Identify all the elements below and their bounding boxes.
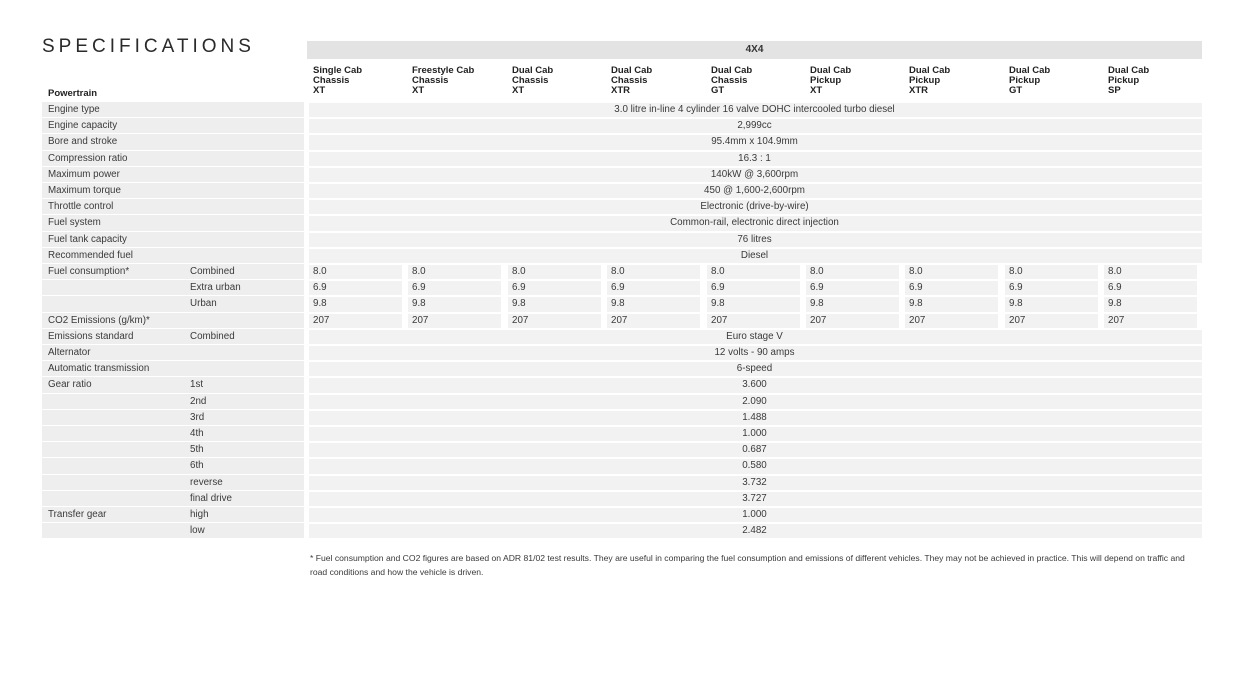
row-label: CO2 Emissions (g/km)* [48,314,150,326]
row-separator [42,522,304,523]
row-separator [42,150,304,151]
column-header-line: XTR [611,85,630,96]
row-value: Diesel [740,249,769,261]
row-label: Engine type [48,104,100,115]
page-title: SPECIFICATIONS [42,36,255,57]
column-header-line: Pickup [810,75,842,86]
row-label: Throttle control [48,201,114,213]
row-separator [42,360,304,361]
table-cell: 9.8 [1009,298,1023,310]
row-separator [42,133,304,134]
table-cell: 207 [1108,314,1125,326]
table-cell: 207 [711,314,728,326]
row-value: 1.488 [742,411,767,423]
row-separator [42,474,304,475]
column-header [412,66,474,96]
row-separator [42,166,304,167]
row-value: Euro stage V [726,330,783,342]
row-sublabel: 1st [190,379,204,391]
column-header-line: GT [711,85,725,96]
table-cell: 6.9 [909,282,923,294]
column-header [611,66,652,96]
table-cell: 9.8 [810,298,824,310]
table-cell: 8.0 [1009,266,1023,277]
row-sublabel: low [190,525,205,537]
row-value: 140kW @ 3,600rpm [710,168,799,180]
row-label: Fuel tank capacity [48,233,127,245]
table-cell: 9.8 [611,298,625,310]
row-separator [42,506,304,507]
row-label: Engine capacity [48,120,118,132]
column-header [313,66,362,96]
row-separator [42,117,304,118]
row-separator [42,376,304,377]
row-sublabel: Extra urban [190,282,241,294]
column-header-line: Chassis [313,75,350,86]
row-sublabel: reverse [190,476,223,488]
column-header-line: XTR [909,85,928,96]
column-header-line: SP [1108,85,1121,96]
table-cell: 6.9 [611,282,625,294]
table-cell: 6.9 [412,282,426,294]
row-label: Bore and stroke [48,136,118,148]
table-cell: 8.0 [313,266,327,277]
column-header-line: Single Cab [313,65,363,76]
column-header-line: Dual Cab [512,65,554,76]
row-sublabel: 5th [190,444,204,456]
row-label: Maximum torque [48,185,121,196]
row-separator [42,538,304,539]
footnote: * Fuel consumption and CO2 figures are based on ADR 81/02 test results. They are useful in comparing the fuel consumption and emissions of different vehicles. They may not be achieved in practice. This will depend on traffic and road conditions and how the vehicle is driven. [310,553,1185,577]
table-cell: 6.9 [1009,282,1023,294]
table-cell: 6.9 [512,282,526,294]
column-header-line: Chassis [512,75,549,86]
row-label: Transfer gear [48,509,107,520]
row-label: Fuel system [48,217,101,229]
row-value: 3.600 [742,379,767,391]
row-value: 12 volts - 90 amps [714,347,795,358]
column-header [512,66,553,96]
row-value: 1.000 [742,509,767,520]
row-separator [42,214,304,215]
row-value: 76 litres [737,233,772,245]
row-sublabel: 6th [190,460,204,472]
row-separator [42,409,304,410]
row-sublabel: 2nd [190,395,207,407]
row-value: 95.4mm x 104.9mm [711,136,798,148]
table-cell: 6.9 [711,282,725,294]
table-cell: 9.8 [412,298,426,310]
row-value: 0.580 [742,460,767,472]
column-header [1108,66,1149,96]
row-label: Fuel consumption* [48,266,130,277]
row-separator [42,328,304,329]
column-header-line: Dual Cab [1009,65,1051,76]
table-cell: 9.8 [1108,298,1122,310]
row-value: 3.727 [742,492,767,504]
row-sublabel: Urban [190,298,217,310]
table-cell: 8.0 [611,266,625,277]
row-value: 6-speed [736,363,773,375]
column-header-line: XT [810,85,823,96]
table-cell: 8.0 [909,266,923,277]
column-header-line: XT [412,85,425,96]
row-value: 0.687 [742,444,767,456]
row-separator [42,279,304,280]
column-header-line: Pickup [909,75,941,86]
row-value: 1.000 [742,428,767,439]
row-label: Compression ratio [48,152,128,164]
table-cell: 207 [810,314,827,326]
column-header-line: Dual Cab [909,65,951,76]
row-separator [42,441,304,442]
column-header [810,66,851,96]
row-separator [42,198,304,199]
table-cell: 6.9 [1108,282,1122,294]
row-value: 450 @ 1,600-2,600rpm [704,185,805,196]
table-cell: 9.8 [313,298,327,310]
row-sublabel: 4th [190,428,204,439]
column-header-line: Pickup [1009,75,1041,86]
row-separator [42,263,304,264]
column-header [1009,66,1050,96]
row-value: 2.090 [742,395,767,407]
row-separator [42,295,304,296]
row-separator [42,393,304,394]
row-separator [42,231,304,232]
table-cell: 207 [611,314,628,326]
table-cell: 8.0 [810,266,824,277]
row-sublabel: high [190,509,209,520]
table-cell: 207 [512,314,529,326]
row-value: 16.3 : 1 [738,152,771,164]
row-separator [42,490,304,491]
table-cell: 207 [1009,314,1026,326]
column-header [909,66,950,96]
column-header-line: Pickup [1108,75,1140,86]
table-cell: 6.9 [810,282,824,294]
drive-type-band: 4X4 [307,41,1202,59]
row-sublabel: final drive [190,492,232,504]
row-label: Alternator [48,347,91,358]
column-header-line: GT [1009,85,1023,96]
row-label: Recommended fuel [48,249,133,261]
column-header-line: Chassis [611,75,648,86]
table-cell: 207 [313,314,330,326]
column-header-line: Dual Cab [810,65,852,76]
column-header-line: Dual Cab [1108,65,1150,76]
column-header-line: XT [313,85,326,96]
row-separator [42,182,304,183]
row-label: Emissions standard [48,330,134,342]
row-value: 2.482 [742,525,767,537]
table-cell: 8.0 [412,266,426,277]
column-header [711,66,752,96]
row-label: Automatic transmission [48,363,150,375]
column-header-line: Chassis [412,75,449,86]
table-cell: 9.8 [711,298,725,310]
table-cell: 9.8 [512,298,526,310]
row-sublabel: 3rd [190,411,205,423]
section-label: Powertrain [48,88,98,99]
row-separator [42,425,304,426]
column-header-line: Freestyle Cab [412,65,475,76]
row-value: Common-rail, electronic direct injection [670,217,839,229]
row-separator [42,247,304,248]
table-cell: 8.0 [711,266,725,277]
row-separator [42,312,304,313]
row-sublabel: Combined [190,266,235,277]
row-value: 3.0 litre in-line 4 cylinder 16 valve DOHC intercooled turbo diesel [614,104,895,115]
row-value: 3.732 [742,476,767,488]
column-header-line: Dual Cab [711,65,753,76]
row-separator [42,344,304,345]
row-label: Gear ratio [48,379,92,391]
table-cell: 9.8 [909,298,923,310]
column-header-line: Dual Cab [611,65,653,76]
table-cell: 6.9 [313,282,327,294]
table-cell: 8.0 [1108,266,1122,277]
row-value: 2,999cc [737,120,772,132]
column-header-line: Chassis [711,75,748,86]
row-sublabel: Combined [190,330,235,342]
table-cell: 207 [412,314,429,326]
row-label: Maximum power [48,168,120,180]
column-header-line: XT [512,85,525,96]
table-cell: 8.0 [512,266,526,277]
table-cell: 207 [909,314,926,326]
row-separator [42,457,304,458]
row-value: Electronic (drive-by-wire) [700,201,809,213]
